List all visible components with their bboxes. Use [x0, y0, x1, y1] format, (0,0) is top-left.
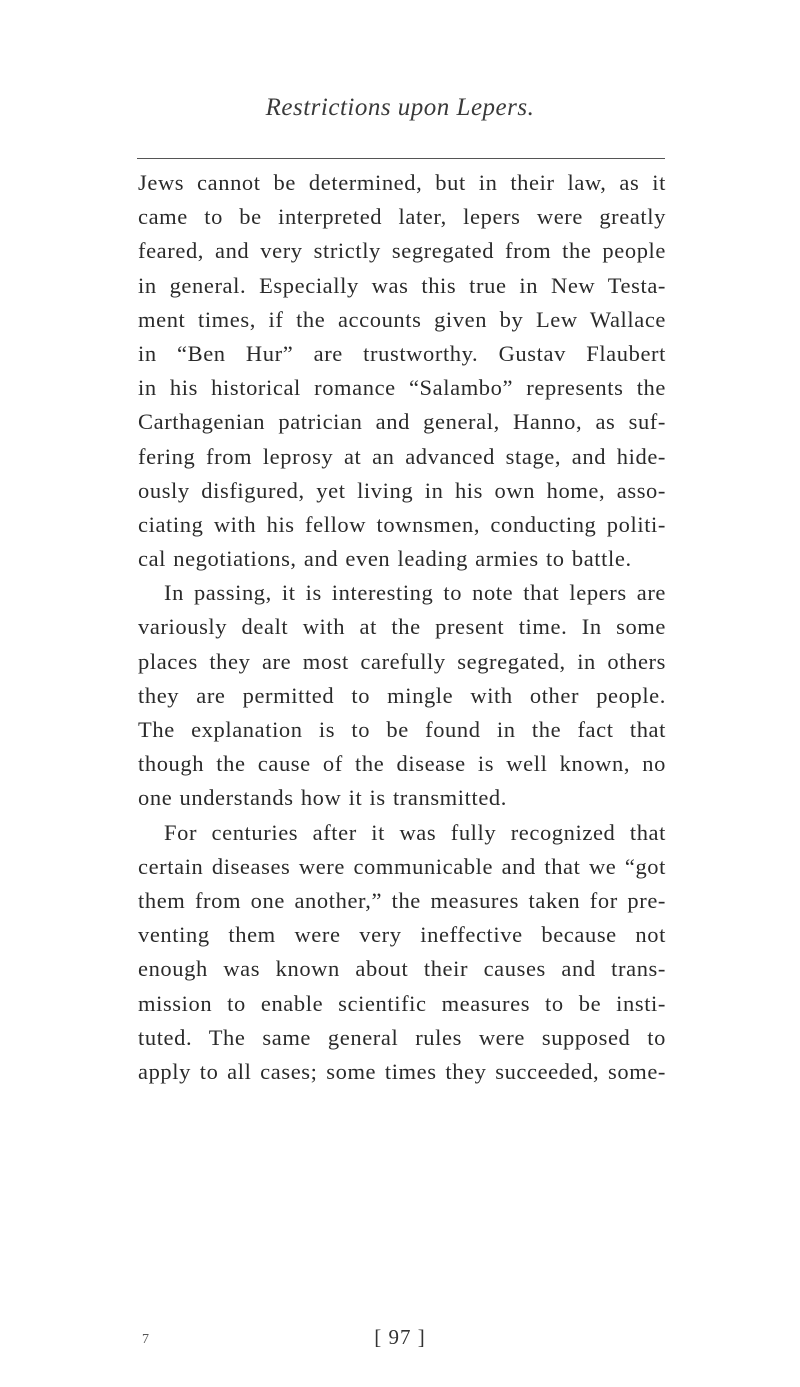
text-line: came to be interpreted later, lepers were greatly — [138, 204, 666, 230]
body-text — [138, 166, 666, 1089]
text-line: venting them were very ineffective because not — [138, 922, 666, 948]
text-line: though the cause of the disease is well known, no — [138, 751, 666, 777]
text-line: Carthagenian patrician and general, Hanno, as suf- — [138, 409, 666, 435]
text-line: cal negotiations, and even leading armies to battle. — [138, 546, 632, 572]
page-number: [ 97 ] — [374, 1325, 426, 1349]
text-line: places they are most carefully segregated, in others — [138, 648, 666, 674]
text-line: one understands how it is transmitted. — [138, 785, 508, 811]
text-line: apply to all cases; some times they succeeded, some- — [138, 1058, 666, 1084]
paragraph-start-line: For centuries after it was fully recognized that — [164, 819, 666, 845]
text-line: them from one another,” the measures taken for pre- — [138, 887, 666, 913]
running-head: Restrictions upon Lepers. — [265, 94, 535, 121]
text-line: ciating with his fellow townsmen, conducting politi- — [138, 511, 666, 537]
text-line: in “Ben Hur” are trustworthy. Gustav Flaubert — [138, 340, 666, 366]
text-line: certain diseases were communicable and that we “got — [138, 853, 666, 879]
text-line: ment times, if the accounts given by Lew Wallace — [138, 306, 666, 332]
text-line: in general. Especially was this true in New Testa- — [138, 272, 666, 298]
header-rule — [137, 158, 665, 159]
text-line: tuted. The same general rules were supposed to — [138, 1024, 666, 1050]
text-line: fering from leprosy at an advanced stage, and hide- — [138, 443, 666, 469]
text-line: variously dealt with at the present time. In some — [138, 614, 666, 640]
signature-mark: 7 — [142, 1332, 149, 1347]
text-line: enough was known about their causes and trans- — [138, 956, 666, 982]
text-line: ously disfigured, yet living in his own home, asso- — [138, 477, 666, 503]
text-line: feared, and very strictly segregated from the people — [138, 238, 666, 264]
text-line: The explanation is to be found in the fact that — [138, 717, 666, 742]
text-line: Jews cannot be determined, but in their law, as it — [138, 170, 666, 195]
text-line: mission to enable scientific measures to be insti- — [138, 990, 666, 1016]
text-line: they are permitted to mingle with other people. — [138, 682, 666, 708]
text-line: in his historical romance “Salambo” represents the — [138, 375, 666, 401]
paragraph-start-line: In passing, it is interesting to note that lepers are — [164, 580, 666, 606]
